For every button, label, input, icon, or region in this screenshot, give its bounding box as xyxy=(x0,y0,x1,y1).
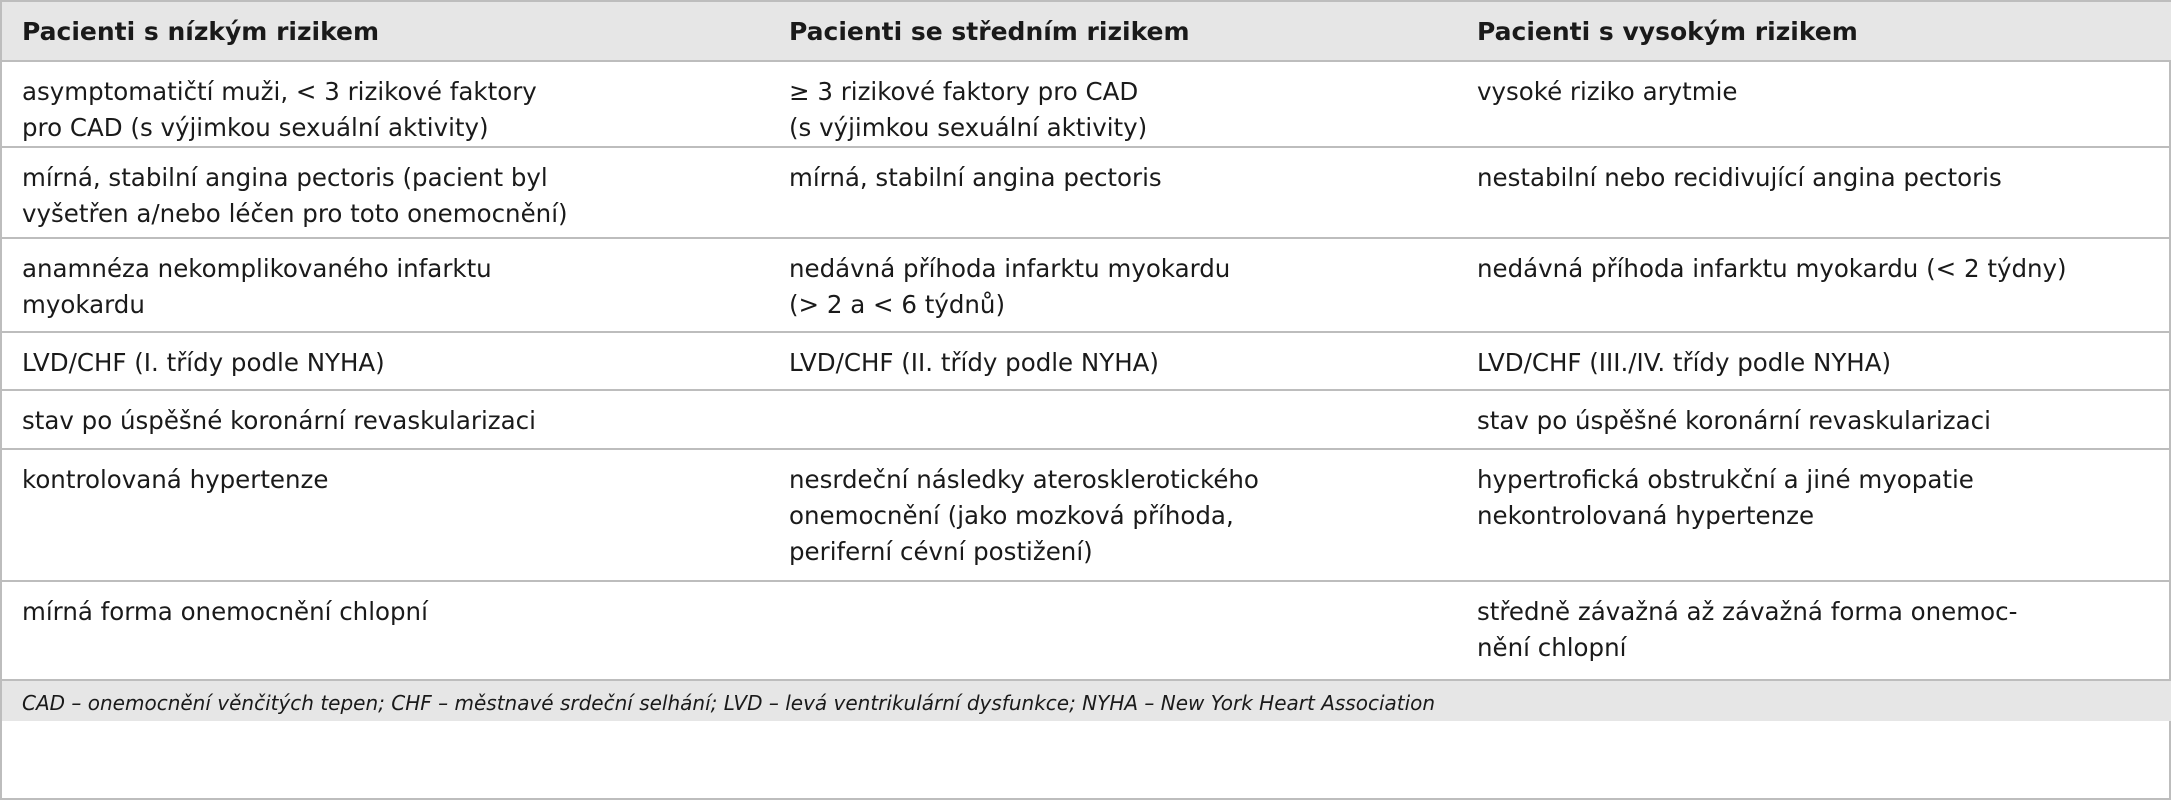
table-row xyxy=(2,61,2171,147)
cell-line: (> 2 a < 6 týdnů) xyxy=(789,290,1006,319)
cell-line: nedávná příhoda infarktu myokardu xyxy=(789,254,1231,283)
cell-medium-risk xyxy=(769,238,1457,332)
cell-line: vyšetřen a/nebo léčen pro toto onemocnění) xyxy=(22,199,568,228)
cell-low-risk xyxy=(2,581,769,680)
cell-line: mírná forma onemocnění chlopní xyxy=(22,597,428,626)
cell-line: ≥ 3 rizikové faktory pro CAD xyxy=(789,77,1139,106)
cell-medium-risk xyxy=(769,332,1457,390)
cell-medium-risk xyxy=(769,390,1457,449)
cell-line: kontrolovaná hypertenze xyxy=(22,465,329,494)
footnote-row xyxy=(2,680,2171,721)
header-medium-risk: Pacienti se středním rizikem xyxy=(769,2,1457,61)
cell-line: středně závažná až závažná forma onemoc- xyxy=(1477,597,2018,626)
cell-line: (s výjimkou sexuální aktivity) xyxy=(789,113,1148,142)
cell-line: mírná, stabilní angina pectoris (pacient byl xyxy=(22,163,548,192)
cell-high-risk xyxy=(1457,332,2171,390)
cell-line: LVD/CHF (I. třídy podle NYHA) xyxy=(22,348,385,377)
table-row xyxy=(2,390,2171,449)
cell-line: nění chlopní xyxy=(1477,633,1627,662)
risk-table xyxy=(2,2,2171,721)
cell-line: stav po úspěšné koronární revaskularizaci xyxy=(1477,406,1991,435)
table-row xyxy=(2,238,2171,332)
cell-line: periferní cévní postižení) xyxy=(789,537,1093,566)
cell-high-risk xyxy=(1457,61,2171,147)
cell-line: nestabilní nebo recidivující angina pectoris xyxy=(1477,163,2002,192)
cell-line: LVD/CHF (III./IV. třídy podle NYHA) xyxy=(1477,348,1892,377)
cell-line: vysoké riziko arytmie xyxy=(1477,77,1738,106)
cell-medium-risk xyxy=(769,581,1457,680)
cell-line: hypertrofická obstrukční a jiné myopatie xyxy=(1477,465,1974,494)
cell-line: nekontrolovaná hypertenze xyxy=(1477,501,1815,530)
cell-low-risk xyxy=(2,61,769,147)
cell-line: nesrdeční následky aterosklerotického xyxy=(789,465,1259,494)
cell-high-risk xyxy=(1457,581,2171,680)
cell-line: nedávná příhoda infarktu myokardu (< 2 týdny) xyxy=(1477,254,2067,283)
cell-low-risk xyxy=(2,449,769,581)
cell-low-risk xyxy=(2,390,769,449)
cell-line: myokardu xyxy=(22,290,145,319)
cell-line: LVD/CHF (II. třídy podle NYHA) xyxy=(789,348,1159,377)
table-row xyxy=(2,147,2171,238)
cell-low-risk xyxy=(2,147,769,238)
cell-line: anamnéza nekomplikovaného infarktu xyxy=(22,254,492,283)
cell-line: onemocnění (jako mozková příhoda, xyxy=(789,501,1234,530)
cell-high-risk xyxy=(1457,390,2171,449)
cell-line: mírná, stabilní angina pectoris xyxy=(789,163,1162,192)
table-row xyxy=(2,332,2171,390)
cell-medium-risk xyxy=(769,61,1457,147)
cell-high-risk xyxy=(1457,449,2171,581)
header-low-risk: Pacienti s nízkým rizikem xyxy=(2,2,769,61)
header-row xyxy=(2,2,2171,61)
header-high-risk: Pacienti s vysokým rizikem xyxy=(1457,2,2171,61)
table-row xyxy=(2,581,2171,680)
table-footnote: CAD – onemocnění věnčitých tepen; CHF – městnavé srdeční selhání; LVD – levá ventrikulární dysfunkce; NYHA – New York Heart Association xyxy=(2,680,2171,721)
cell-line: stav po úspěšné koronární revaskularizaci xyxy=(22,406,536,435)
cell-line: pro CAD (s výjimkou sexuální aktivity) xyxy=(22,113,489,142)
cell-high-risk xyxy=(1457,147,2171,238)
cell-low-risk xyxy=(2,332,769,390)
cell-medium-risk xyxy=(769,449,1457,581)
cell-low-risk xyxy=(2,238,769,332)
cell-high-risk xyxy=(1457,238,2171,332)
table-row xyxy=(2,449,2171,581)
cell-line: asymptomatičtí muži, < 3 rizikové faktory xyxy=(22,77,537,106)
cell-medium-risk xyxy=(769,147,1457,238)
